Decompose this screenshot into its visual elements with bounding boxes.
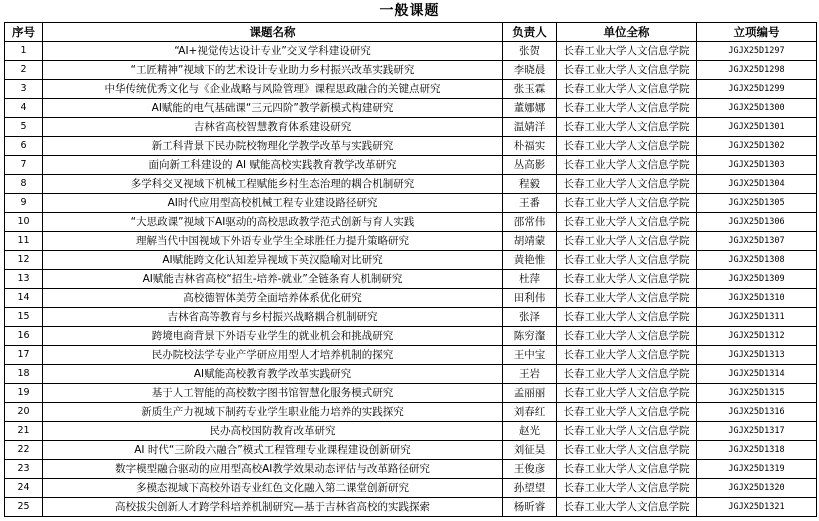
cell-title: “工匠精神”视域下的艺术设计专业助力乡村振兴改革实践研究 [43, 61, 503, 80]
cell-leader: 陈穷瀣 [503, 327, 557, 346]
cell-seq: 17 [5, 346, 43, 365]
cell-title: 数字模型融合驱动的应用型高校AI教学效果动态评估与改革路径研究 [43, 460, 503, 479]
header-row [5, 23, 817, 42]
cell-seq: 3 [5, 80, 43, 99]
cell-title: “大思政课”视域下AI驱动的高校思政教学范式创新与育人实践 [43, 213, 503, 232]
cell-seq: 2 [5, 61, 43, 80]
cell-unit: 长春工业大学人文信息学院 [557, 460, 697, 479]
cell-leader: 程毅 [503, 175, 557, 194]
cell-code: JGJX25D1313 [697, 346, 817, 365]
table-row [5, 460, 817, 479]
cell-title: AI 时代“三阶段六融合”模式工程管理专业课程建设创新研究 [43, 441, 503, 460]
cell-unit: 长春工业大学人文信息学院 [557, 80, 697, 99]
cell-unit: 长春工业大学人文信息学院 [557, 194, 697, 213]
cell-title: 中华传统优秀文化与《企业战略与风险管理》课程思政融合的关键点研究 [43, 80, 503, 99]
cell-title: AI赋能高校教育教学改革实践研究 [43, 365, 503, 384]
cell-unit: 长春工业大学人文信息学院 [557, 156, 697, 175]
cell-leader: 王番 [503, 194, 557, 213]
table-row [5, 479, 817, 498]
cell-leader: 孙望望 [503, 479, 557, 498]
cell-title: 吉林省高等教育与乡村振兴战略耦合机制研究 [43, 308, 503, 327]
cell-seq: 19 [5, 384, 43, 403]
cell-seq: 4 [5, 99, 43, 118]
cell-title: 跨境电商背景下外语专业学生的就业机会和挑战研究 [43, 327, 503, 346]
table-row [5, 137, 817, 156]
cell-title: “AI+视觉传达设计专业”交叉学科建设研究 [43, 42, 503, 61]
header-seq: 序号 [5, 23, 43, 42]
cell-unit: 长春工业大学人文信息学院 [557, 308, 697, 327]
table-row [5, 422, 817, 441]
cell-seq: 10 [5, 213, 43, 232]
header-leader: 负责人 [503, 23, 557, 42]
cell-code: JGJX25D1298 [697, 61, 817, 80]
header-code: 立项编号 [697, 23, 817, 42]
cell-seq: 12 [5, 251, 43, 270]
cell-code: JGJX25D1302 [697, 137, 817, 156]
cell-leader: 董娜娜 [503, 99, 557, 118]
cell-leader: 孟丽丽 [503, 384, 557, 403]
cell-unit: 长春工业大学人文信息学院 [557, 137, 697, 156]
cell-leader: 刘春红 [503, 403, 557, 422]
cell-leader: 杜萍 [503, 270, 557, 289]
cell-leader: 杨昕睿 [503, 498, 557, 517]
cell-seq: 14 [5, 289, 43, 308]
cell-leader: 李晓晨 [503, 61, 557, 80]
cell-code: JGJX25D1312 [697, 327, 817, 346]
table-row [5, 327, 817, 346]
cell-code: JGJX25D1318 [697, 441, 817, 460]
table-row [5, 99, 817, 118]
cell-title: 高校德智体美劳全面培养体系优化研究 [43, 289, 503, 308]
cell-code: JGJX25D1300 [697, 99, 817, 118]
cell-seq: 21 [5, 422, 43, 441]
cell-unit: 长春工业大学人文信息学院 [557, 61, 697, 80]
cell-code: JGJX25D1299 [697, 80, 817, 99]
table-row [5, 384, 817, 403]
cell-unit: 长春工业大学人文信息学院 [557, 213, 697, 232]
cell-unit: 长春工业大学人文信息学院 [557, 99, 697, 118]
cell-code: JGJX25D1303 [697, 156, 817, 175]
cell-title: 面向新工科建设的 AI 赋能高校实践教育教学改革研究 [43, 156, 503, 175]
cell-title: AI赋能跨文化认知差异视域下英汉隐喻对比研究 [43, 251, 503, 270]
cell-code: JGJX25D1317 [697, 422, 817, 441]
cell-code: JGJX25D1304 [697, 175, 817, 194]
cell-unit: 长春工业大学人文信息学院 [557, 118, 697, 137]
cell-unit: 长春工业大学人文信息学院 [557, 327, 697, 346]
cell-seq: 7 [5, 156, 43, 175]
cell-unit: 长春工业大学人文信息学院 [557, 42, 697, 61]
cell-leader: 张玉霖 [503, 80, 557, 99]
table-row [5, 289, 817, 308]
cell-unit: 长春工业大学人文信息学院 [557, 175, 697, 194]
cell-unit: 长春工业大学人文信息学院 [557, 270, 697, 289]
cell-code: JGJX25D1310 [697, 289, 817, 308]
cell-title: 多学科交叉视域下机械工程赋能乡村生态治理的耦合机制研究 [43, 175, 503, 194]
table-row [5, 270, 817, 289]
project-table [4, 22, 817, 517]
cell-code: JGJX25D1309 [697, 270, 817, 289]
cell-leader: 胡靖蒙 [503, 232, 557, 251]
cell-unit: 长春工业大学人文信息学院 [557, 441, 697, 460]
cell-title: 新工科背景下民办院校物理化学教学改革与实践研究 [43, 137, 503, 156]
table-row [5, 118, 817, 137]
table-row [5, 232, 817, 251]
table-row [5, 156, 817, 175]
cell-leader: 张泽 [503, 308, 557, 327]
cell-unit: 长春工业大学人文信息学院 [557, 384, 697, 403]
header-unit: 单位全称 [557, 23, 697, 42]
table-row [5, 441, 817, 460]
cell-code: JGJX25D1319 [697, 460, 817, 479]
cell-seq: 25 [5, 498, 43, 517]
cell-code: JGJX25D1316 [697, 403, 817, 422]
table-row [5, 61, 817, 80]
cell-leader: 朴福实 [503, 137, 557, 156]
cell-seq: 8 [5, 175, 43, 194]
cell-leader: 黄艳惟 [503, 251, 557, 270]
cell-seq: 23 [5, 460, 43, 479]
cell-title: AI赋能的电气基础课“三元四阶”教学新模式构建研究 [43, 99, 503, 118]
cell-leader: 王岩 [503, 365, 557, 384]
cell-leader: 田利伟 [503, 289, 557, 308]
cell-seq: 1 [5, 42, 43, 61]
cell-seq: 9 [5, 194, 43, 213]
cell-leader: 温婧洋 [503, 118, 557, 137]
cell-seq: 5 [5, 118, 43, 137]
cell-leader: 邵常伟 [503, 213, 557, 232]
cell-unit: 长春工业大学人文信息学院 [557, 251, 697, 270]
cell-code: JGJX25D1301 [697, 118, 817, 137]
cell-seq: 20 [5, 403, 43, 422]
cell-code: JGJX25D1321 [697, 498, 817, 517]
cell-code: JGJX25D1305 [697, 194, 817, 213]
table-row [5, 80, 817, 99]
cell-leader: 刘征昊 [503, 441, 557, 460]
header-title: 课题名称 [43, 23, 503, 42]
cell-unit: 长春工业大学人文信息学院 [557, 498, 697, 517]
table-row [5, 194, 817, 213]
table-row [5, 403, 817, 422]
table-body [5, 42, 817, 517]
cell-title: 理解当代中国视域下外语专业学生全球胜任力提升策略研究 [43, 232, 503, 251]
cell-code: JGJX25D1297 [697, 42, 817, 61]
table-row [5, 213, 817, 232]
cell-leader: 赵光 [503, 422, 557, 441]
cell-seq: 16 [5, 327, 43, 346]
cell-title: 多模态视域下高校外语专业红色文化融入第二课堂创新研究 [43, 479, 503, 498]
table-row [5, 42, 817, 61]
cell-seq: 11 [5, 232, 43, 251]
cell-unit: 长春工业大学人文信息学院 [557, 479, 697, 498]
cell-code: JGJX25D1311 [697, 308, 817, 327]
cell-leader: 丛高影 [503, 156, 557, 175]
cell-seq: 6 [5, 137, 43, 156]
cell-title: 基于人工智能的高校数字图书馆智慧化服务模式研究 [43, 384, 503, 403]
cell-unit: 长春工业大学人文信息学院 [557, 289, 697, 308]
cell-seq: 15 [5, 308, 43, 327]
cell-unit: 长春工业大学人文信息学院 [557, 422, 697, 441]
cell-seq: 13 [5, 270, 43, 289]
table-row [5, 346, 817, 365]
cell-leader: 张贺 [503, 42, 557, 61]
cell-code: JGJX25D1320 [697, 479, 817, 498]
cell-unit: 长春工业大学人文信息学院 [557, 365, 697, 384]
cell-code: JGJX25D1307 [697, 232, 817, 251]
cell-seq: 22 [5, 441, 43, 460]
cell-title: 民办院校法学专业产学研应用型人才培养机制的探究 [43, 346, 503, 365]
cell-title: 民办高校国防教育改革研究 [43, 422, 503, 441]
table-row [5, 308, 817, 327]
table-row [5, 498, 817, 517]
cell-unit: 长春工业大学人文信息学院 [557, 346, 697, 365]
cell-title: AI时代应用型高校机械工程专业建设路径研究 [43, 194, 503, 213]
table-row [5, 175, 817, 194]
table-row [5, 251, 817, 270]
cell-code: JGJX25D1306 [697, 213, 817, 232]
cell-title: 新质生产力视域下制药专业学生职业能力培养的实践探究 [43, 403, 503, 422]
cell-title: 吉林省高校智慧教育体系建设研究 [43, 118, 503, 137]
cell-code: JGJX25D1308 [697, 251, 817, 270]
cell-leader: 王俊彦 [503, 460, 557, 479]
cell-seq: 24 [5, 479, 43, 498]
cell-code: JGJX25D1314 [697, 365, 817, 384]
cell-unit: 长春工业大学人文信息学院 [557, 403, 697, 422]
cell-code: JGJX25D1315 [697, 384, 817, 403]
cell-title: 高校拔尖创新人才跨学科培养机制研究—基于吉林省高校的实践探索 [43, 498, 503, 517]
cell-leader: 王中宝 [503, 346, 557, 365]
cell-seq: 18 [5, 365, 43, 384]
cell-title: AI赋能吉林省高校“招生-培养-就业”全链条育人机制研究 [43, 270, 503, 289]
cell-unit: 长春工业大学人文信息学院 [557, 232, 697, 251]
table-row [5, 365, 817, 384]
table-title: 一般课题 [379, 3, 440, 19]
